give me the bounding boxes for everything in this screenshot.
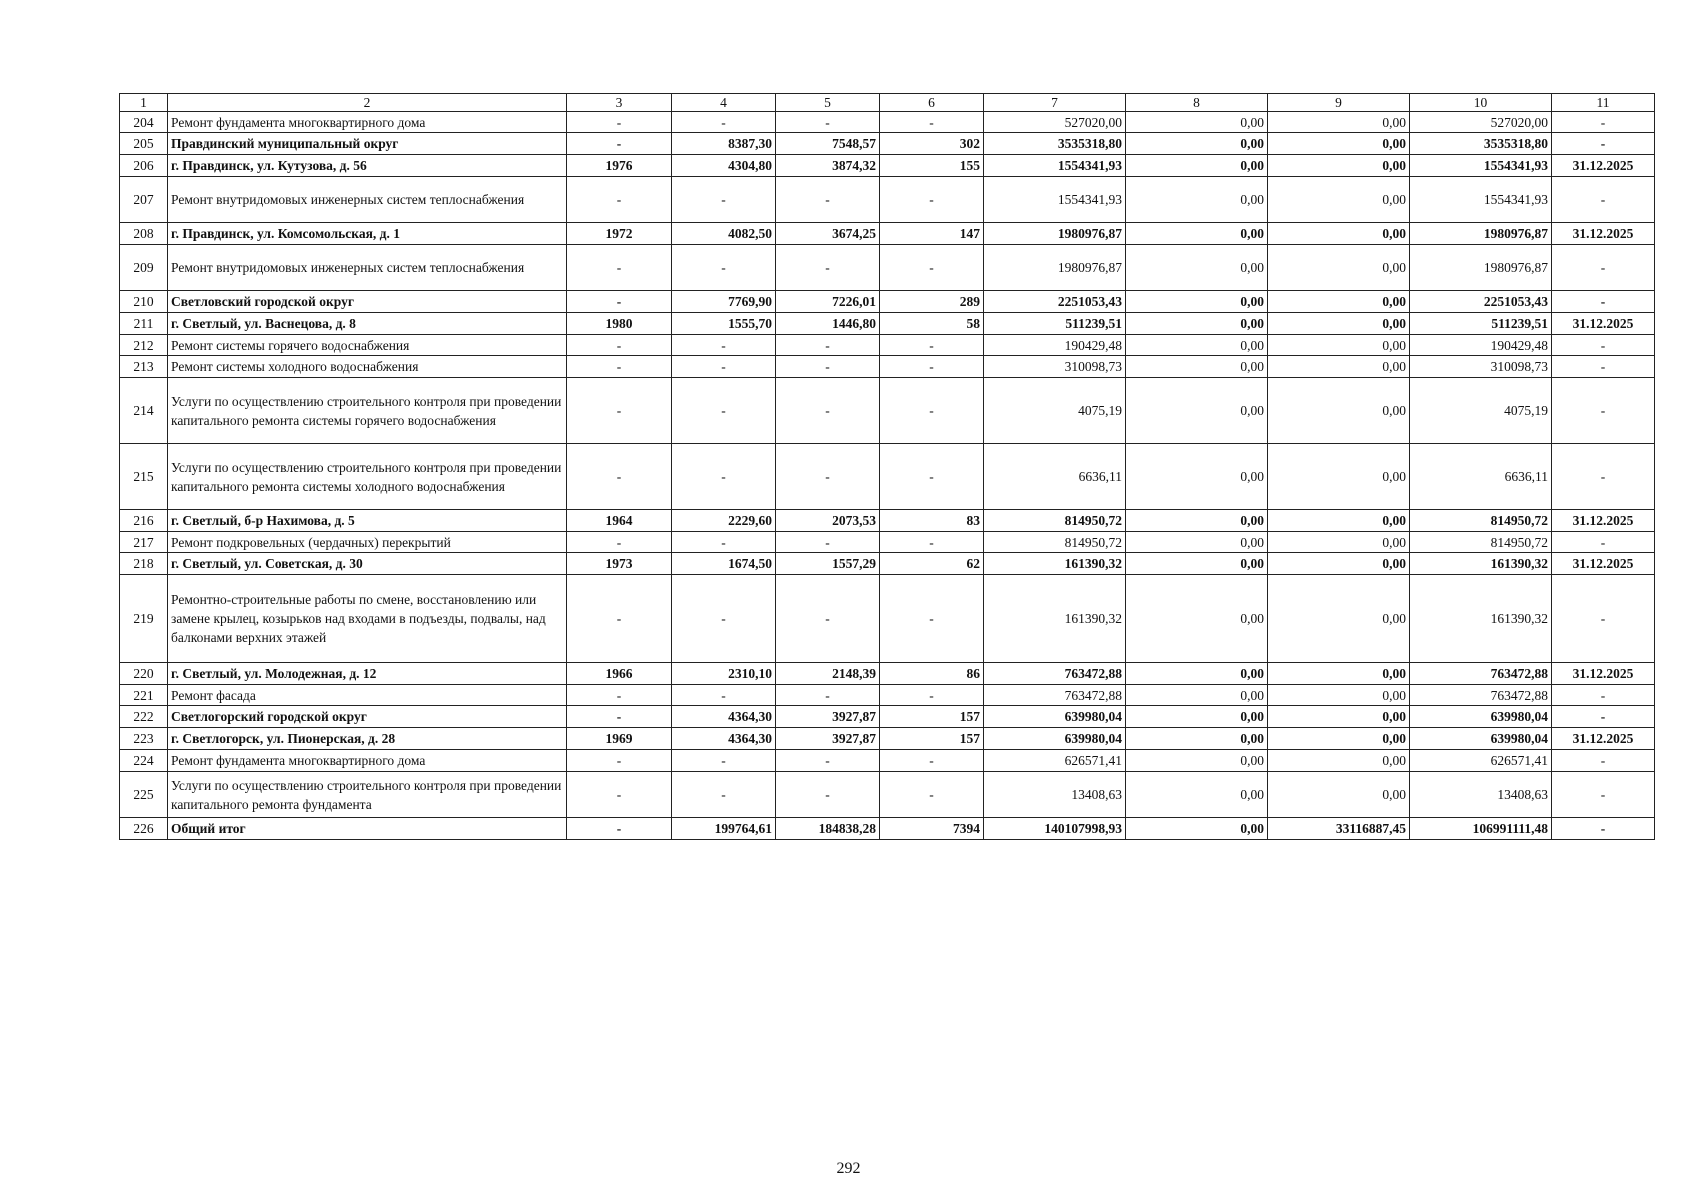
deadline-cell: - <box>1552 772 1655 818</box>
col10-cell: 13408,63 <box>1410 772 1552 818</box>
year-cell: - <box>567 177 672 223</box>
year-cell: - <box>567 112 672 133</box>
col9-cell: 0,00 <box>1268 706 1410 728</box>
description-cell: Ремонтно-строительные работы по смене, восстановлению или замене крылец, козырьков над входами в подъезды, подвалы, над балконами верхних этажей <box>168 575 567 663</box>
col10-cell: 4075,19 <box>1410 378 1552 444</box>
description-cell: Ремонт фасада <box>168 685 567 706</box>
col6-cell: - <box>880 772 984 818</box>
description-cell: Ремонт системы горячего водоснабжения <box>168 335 567 356</box>
col6-cell: - <box>880 685 984 706</box>
table-row <box>120 177 1655 223</box>
col10-cell: 527020,00 <box>1410 112 1552 133</box>
col7-cell: 4075,19 <box>984 378 1126 444</box>
col10-cell: 511239,51 <box>1410 313 1552 335</box>
description-cell: г. Светлый, ул. Советская, д. 30 <box>168 553 567 575</box>
col5-cell: 2073,53 <box>776 510 880 532</box>
row-number-cell: 207 <box>120 177 168 223</box>
deadline-cell: - <box>1552 133 1655 155</box>
table-row <box>120 532 1655 553</box>
col9-cell: 0,00 <box>1268 356 1410 378</box>
deadline-cell: - <box>1552 177 1655 223</box>
col6-cell: - <box>880 575 984 663</box>
col4-cell: - <box>672 112 776 133</box>
col8-cell: 0,00 <box>1126 706 1268 728</box>
col6-cell: - <box>880 245 984 291</box>
description-cell: г. Светлый, б-р Нахимова, д. 5 <box>168 510 567 532</box>
col9-cell: 0,00 <box>1268 133 1410 155</box>
description-cell: Светловский городской округ <box>168 291 567 313</box>
col6-cell: - <box>880 444 984 510</box>
deadline-cell: - <box>1552 378 1655 444</box>
year-cell: - <box>567 291 672 313</box>
col4-cell: - <box>672 444 776 510</box>
deadline-cell: - <box>1552 706 1655 728</box>
col9-cell: 0,00 <box>1268 245 1410 291</box>
col-header-9: 9 <box>1268 94 1410 112</box>
col8-cell: 0,00 <box>1126 155 1268 177</box>
col9-cell: 0,00 <box>1268 532 1410 553</box>
col8-cell: 0,00 <box>1126 772 1268 818</box>
deadline-cell: 31.12.2025 <box>1552 223 1655 245</box>
description-cell: г. Светлогорск, ул. Пионерская, д. 28 <box>168 728 567 750</box>
col8-cell: 0,00 <box>1126 133 1268 155</box>
col6-cell: 83 <box>880 510 984 532</box>
deadline-cell: 31.12.2025 <box>1552 313 1655 335</box>
row-number-cell: 214 <box>120 378 168 444</box>
col10-cell: 161390,32 <box>1410 575 1552 663</box>
col9-cell: 0,00 <box>1268 444 1410 510</box>
col4-cell: 4082,50 <box>672 223 776 245</box>
col4-cell: 4364,30 <box>672 728 776 750</box>
col4-cell: - <box>672 532 776 553</box>
col10-cell: 814950,72 <box>1410 510 1552 532</box>
year-cell: 1964 <box>567 510 672 532</box>
description-cell: г. Светлый, ул. Васнецова, д. 8 <box>168 313 567 335</box>
description-cell: г. Правдинск, ул. Комсомольская, д. 1 <box>168 223 567 245</box>
description-cell: Услуги по осуществлению строительного контроля при проведении капитального ремонта фундамента <box>168 772 567 818</box>
description-cell: г. Светлый, ул. Молодежная, д. 12 <box>168 663 567 685</box>
row-number-cell: 225 <box>120 772 168 818</box>
col8-cell: 0,00 <box>1126 245 1268 291</box>
description-cell: Ремонт внутридомовых инженерных систем теплоснабжения <box>168 245 567 291</box>
col6-cell: 157 <box>880 706 984 728</box>
col5-cell: 3927,87 <box>776 706 880 728</box>
description-cell: Услуги по осуществлению строительного контроля при проведении капитального ремонта системы холодного водоснабжения <box>168 444 567 510</box>
col10-cell: 190429,48 <box>1410 335 1552 356</box>
col8-cell: 0,00 <box>1126 112 1268 133</box>
repair-register-table <box>119 93 1655 840</box>
year-cell: - <box>567 706 672 728</box>
row-number-cell: 204 <box>120 112 168 133</box>
row-number-cell: 205 <box>120 133 168 155</box>
table-row <box>120 772 1655 818</box>
table-row <box>120 510 1655 532</box>
col5-cell: - <box>776 750 880 772</box>
col-header-4: 4 <box>672 94 776 112</box>
col10-cell: 6636,11 <box>1410 444 1552 510</box>
year-cell: 1980 <box>567 313 672 335</box>
register-sheet <box>119 93 1655 840</box>
col-header-5: 5 <box>776 94 880 112</box>
table-row <box>120 291 1655 313</box>
col10-cell: 1980976,87 <box>1410 245 1552 291</box>
deadline-cell: 31.12.2025 <box>1552 728 1655 750</box>
col10-cell: 106991111,48 <box>1410 818 1552 840</box>
col7-cell: 13408,63 <box>984 772 1126 818</box>
col7-cell: 511239,51 <box>984 313 1126 335</box>
row-number-cell: 213 <box>120 356 168 378</box>
col6-cell: 58 <box>880 313 984 335</box>
col8-cell: 0,00 <box>1126 444 1268 510</box>
col5-cell: - <box>776 532 880 553</box>
col7-cell: 3535318,80 <box>984 133 1126 155</box>
col7-cell: 310098,73 <box>984 356 1126 378</box>
col7-cell: 161390,32 <box>984 553 1126 575</box>
col7-cell: 2251053,43 <box>984 291 1126 313</box>
year-cell: 1972 <box>567 223 672 245</box>
col7-cell: 814950,72 <box>984 532 1126 553</box>
col6-cell: - <box>880 177 984 223</box>
col-header-8: 8 <box>1126 94 1268 112</box>
table-row <box>120 335 1655 356</box>
table-row <box>120 155 1655 177</box>
col7-cell: 763472,88 <box>984 685 1126 706</box>
col8-cell: 0,00 <box>1126 575 1268 663</box>
col7-cell: 140107998,93 <box>984 818 1126 840</box>
col6-cell: 62 <box>880 553 984 575</box>
col7-cell: 814950,72 <box>984 510 1126 532</box>
deadline-cell: - <box>1552 685 1655 706</box>
col8-cell: 0,00 <box>1126 818 1268 840</box>
description-cell: Светлогорский городской округ <box>168 706 567 728</box>
col-header-11: 11 <box>1552 94 1655 112</box>
col10-cell: 3535318,80 <box>1410 133 1552 155</box>
table-row <box>120 112 1655 133</box>
col5-cell: - <box>776 177 880 223</box>
table-row <box>120 706 1655 728</box>
year-cell: 1973 <box>567 553 672 575</box>
year-cell: - <box>567 245 672 291</box>
table-row <box>120 245 1655 291</box>
col8-cell: 0,00 <box>1126 291 1268 313</box>
row-number-cell: 208 <box>120 223 168 245</box>
col8-cell: 0,00 <box>1126 750 1268 772</box>
col-header-1: 1 <box>120 94 168 112</box>
col10-cell: 161390,32 <box>1410 553 1552 575</box>
col4-cell: - <box>672 177 776 223</box>
col7-cell: 1554341,93 <box>984 155 1126 177</box>
row-number-cell: 221 <box>120 685 168 706</box>
page-number: 292 <box>836 1160 861 1177</box>
col6-cell: - <box>880 378 984 444</box>
col5-cell: - <box>776 245 880 291</box>
year-cell: - <box>567 818 672 840</box>
col-header-7: 7 <box>984 94 1126 112</box>
col8-cell: 0,00 <box>1126 510 1268 532</box>
col5-cell: - <box>776 772 880 818</box>
col7-cell: 639980,04 <box>984 706 1126 728</box>
table-row <box>120 356 1655 378</box>
col10-cell: 2251053,43 <box>1410 291 1552 313</box>
col4-cell: 1674,50 <box>672 553 776 575</box>
col5-cell: - <box>776 378 880 444</box>
col9-cell: 0,00 <box>1268 112 1410 133</box>
col6-cell: 147 <box>880 223 984 245</box>
col9-cell: 0,00 <box>1268 223 1410 245</box>
col9-cell: 0,00 <box>1268 378 1410 444</box>
row-number-cell: 218 <box>120 553 168 575</box>
col5-cell: 3874,32 <box>776 155 880 177</box>
row-number-cell: 212 <box>120 335 168 356</box>
col9-cell: 0,00 <box>1268 177 1410 223</box>
row-number-cell: 209 <box>120 245 168 291</box>
col8-cell: 0,00 <box>1126 378 1268 444</box>
col9-cell: 0,00 <box>1268 553 1410 575</box>
col7-cell: 161390,32 <box>984 575 1126 663</box>
deadline-cell: - <box>1552 291 1655 313</box>
table-row <box>120 685 1655 706</box>
col9-cell: 0,00 <box>1268 313 1410 335</box>
col5-cell: 7226,01 <box>776 291 880 313</box>
col10-cell: 639980,04 <box>1410 728 1552 750</box>
col4-cell: 7769,90 <box>672 291 776 313</box>
year-cell: - <box>567 444 672 510</box>
col9-cell: 0,00 <box>1268 750 1410 772</box>
col8-cell: 0,00 <box>1126 313 1268 335</box>
col4-cell: 2229,60 <box>672 510 776 532</box>
col5-cell: 2148,39 <box>776 663 880 685</box>
col7-cell: 190429,48 <box>984 335 1126 356</box>
col4-cell: 1555,70 <box>672 313 776 335</box>
col5-cell: 3927,87 <box>776 728 880 750</box>
description-cell: Общий итог <box>168 818 567 840</box>
row-number-cell: 226 <box>120 818 168 840</box>
description-cell: Ремонт внутридомовых инженерных систем теплоснабжения <box>168 177 567 223</box>
table-row <box>120 663 1655 685</box>
col10-cell: 1980976,87 <box>1410 223 1552 245</box>
year-cell: 1966 <box>567 663 672 685</box>
year-cell: - <box>567 772 672 818</box>
col6-cell: - <box>880 532 984 553</box>
col5-cell: - <box>776 685 880 706</box>
col4-cell: - <box>672 378 776 444</box>
col6-cell: 86 <box>880 663 984 685</box>
col-header-6: 6 <box>880 94 984 112</box>
col-header-10: 10 <box>1410 94 1552 112</box>
col4-cell: - <box>672 245 776 291</box>
col7-cell: 626571,41 <box>984 750 1126 772</box>
year-cell: - <box>567 532 672 553</box>
col8-cell: 0,00 <box>1126 335 1268 356</box>
table-body <box>120 94 1655 840</box>
col8-cell: 0,00 <box>1126 223 1268 245</box>
deadline-cell: 31.12.2025 <box>1552 155 1655 177</box>
col-header-2: 2 <box>168 94 567 112</box>
col10-cell: 626571,41 <box>1410 750 1552 772</box>
col7-cell: 1554341,93 <box>984 177 1126 223</box>
col6-cell: 157 <box>880 728 984 750</box>
col4-cell: - <box>672 685 776 706</box>
table-row <box>120 444 1655 510</box>
row-number-cell: 215 <box>120 444 168 510</box>
col5-cell: 1446,80 <box>776 313 880 335</box>
col9-cell: 0,00 <box>1268 575 1410 663</box>
header-row <box>120 94 1655 112</box>
deadline-cell: - <box>1552 112 1655 133</box>
year-cell: - <box>567 133 672 155</box>
col10-cell: 763472,88 <box>1410 663 1552 685</box>
col9-cell: 0,00 <box>1268 728 1410 750</box>
col5-cell: 3674,25 <box>776 223 880 245</box>
col10-cell: 1554341,93 <box>1410 155 1552 177</box>
col9-cell: 0,00 <box>1268 335 1410 356</box>
deadline-cell: - <box>1552 356 1655 378</box>
description-cell: г. Правдинск, ул. Кутузова, д. 56 <box>168 155 567 177</box>
year-cell: 1976 <box>567 155 672 177</box>
col6-cell: 155 <box>880 155 984 177</box>
col10-cell: 814950,72 <box>1410 532 1552 553</box>
table-row <box>120 750 1655 772</box>
col5-cell: - <box>776 444 880 510</box>
col9-cell: 0,00 <box>1268 155 1410 177</box>
description-cell: Ремонт фундамента многоквартирного дома <box>168 112 567 133</box>
col10-cell: 639980,04 <box>1410 706 1552 728</box>
deadline-cell: - <box>1552 335 1655 356</box>
col9-cell: 33116887,45 <box>1268 818 1410 840</box>
table-row <box>120 818 1655 840</box>
col8-cell: 0,00 <box>1126 356 1268 378</box>
deadline-cell: 31.12.2025 <box>1552 510 1655 532</box>
description-cell: Ремонт подкровельных (чердачных) перекрытий <box>168 532 567 553</box>
col7-cell: 1980976,87 <box>984 245 1126 291</box>
col5-cell: 1557,29 <box>776 553 880 575</box>
table-row <box>120 378 1655 444</box>
table-row <box>120 575 1655 663</box>
col7-cell: 1980976,87 <box>984 223 1126 245</box>
table-row <box>120 728 1655 750</box>
col5-cell: - <box>776 356 880 378</box>
col5-cell: - <box>776 575 880 663</box>
col10-cell: 1554341,93 <box>1410 177 1552 223</box>
year-cell: - <box>567 356 672 378</box>
col6-cell: - <box>880 356 984 378</box>
col6-cell: - <box>880 750 984 772</box>
col4-cell: - <box>672 335 776 356</box>
col9-cell: 0,00 <box>1268 685 1410 706</box>
col5-cell: - <box>776 335 880 356</box>
col4-cell: - <box>672 772 776 818</box>
col6-cell: 7394 <box>880 818 984 840</box>
col4-cell: 8387,30 <box>672 133 776 155</box>
year-cell: - <box>567 685 672 706</box>
row-number-cell: 217 <box>120 532 168 553</box>
deadline-cell: 31.12.2025 <box>1552 553 1655 575</box>
description-cell: Правдинский муниципальный округ <box>168 133 567 155</box>
col9-cell: 0,00 <box>1268 772 1410 818</box>
col6-cell: - <box>880 335 984 356</box>
deadline-cell: - <box>1552 532 1655 553</box>
col6-cell: 302 <box>880 133 984 155</box>
col4-cell: - <box>672 575 776 663</box>
col8-cell: 0,00 <box>1126 685 1268 706</box>
col8-cell: 0,00 <box>1126 663 1268 685</box>
year-cell: - <box>567 750 672 772</box>
row-number-cell: 216 <box>120 510 168 532</box>
year-cell: - <box>567 378 672 444</box>
row-number-cell: 222 <box>120 706 168 728</box>
row-number-cell: 220 <box>120 663 168 685</box>
col5-cell: 184838,28 <box>776 818 880 840</box>
col10-cell: 763472,88 <box>1410 685 1552 706</box>
col9-cell: 0,00 <box>1268 510 1410 532</box>
row-number-cell: 210 <box>120 291 168 313</box>
row-number-cell: 224 <box>120 750 168 772</box>
description-cell: Ремонт фундамента многоквартирного дома <box>168 750 567 772</box>
year-cell: - <box>567 335 672 356</box>
col10-cell: 310098,73 <box>1410 356 1552 378</box>
col7-cell: 527020,00 <box>984 112 1126 133</box>
col5-cell: 7548,57 <box>776 133 880 155</box>
col5-cell: - <box>776 112 880 133</box>
row-number-cell: 206 <box>120 155 168 177</box>
col4-cell: - <box>672 750 776 772</box>
deadline-cell: 31.12.2025 <box>1552 663 1655 685</box>
col6-cell: - <box>880 112 984 133</box>
deadline-cell: - <box>1552 750 1655 772</box>
col4-cell: 4304,80 <box>672 155 776 177</box>
col9-cell: 0,00 <box>1268 291 1410 313</box>
description-cell: Услуги по осуществлению строительного контроля при проведении капитального ремонта системы горячего водоснабжения <box>168 378 567 444</box>
table-row <box>120 223 1655 245</box>
table-row <box>120 133 1655 155</box>
col6-cell: 289 <box>880 291 984 313</box>
year-cell: 1969 <box>567 728 672 750</box>
col7-cell: 6636,11 <box>984 444 1126 510</box>
col8-cell: 0,00 <box>1126 177 1268 223</box>
row-number-cell: 211 <box>120 313 168 335</box>
col7-cell: 639980,04 <box>984 728 1126 750</box>
table-row <box>120 553 1655 575</box>
table-row <box>120 313 1655 335</box>
col4-cell: 2310,10 <box>672 663 776 685</box>
deadline-cell: - <box>1552 245 1655 291</box>
deadline-cell: - <box>1552 575 1655 663</box>
col4-cell: 199764,61 <box>672 818 776 840</box>
deadline-cell: - <box>1552 444 1655 510</box>
col9-cell: 0,00 <box>1268 663 1410 685</box>
col4-cell: 4364,30 <box>672 706 776 728</box>
row-number-cell: 223 <box>120 728 168 750</box>
col8-cell: 0,00 <box>1126 553 1268 575</box>
row-number-cell: 219 <box>120 575 168 663</box>
deadline-cell: - <box>1552 818 1655 840</box>
year-cell: - <box>567 575 672 663</box>
col-header-3: 3 <box>567 94 672 112</box>
col7-cell: 763472,88 <box>984 663 1126 685</box>
col8-cell: 0,00 <box>1126 532 1268 553</box>
description-cell: Ремонт системы холодного водоснабжения <box>168 356 567 378</box>
col8-cell: 0,00 <box>1126 728 1268 750</box>
col4-cell: - <box>672 356 776 378</box>
